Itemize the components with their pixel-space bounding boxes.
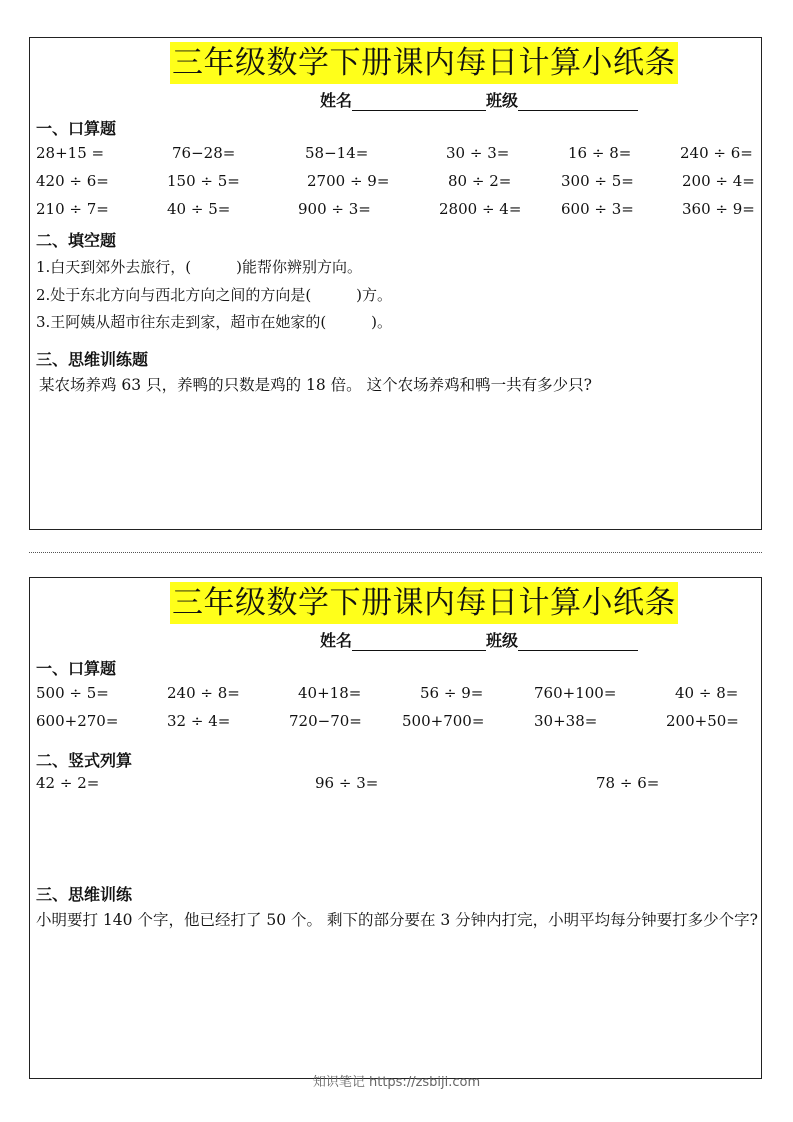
calc-item: 40 ÷ 5= [167, 200, 231, 218]
card1-section-thinking: 三、思维训练题 [36, 350, 149, 369]
card1-calc-row [30, 200, 761, 222]
card2-calc-row [30, 712, 761, 734]
calc-item: 28+15 = [36, 144, 105, 162]
calc-item: 720−70= [289, 712, 362, 730]
card1-section-oral-calc: 一、口算题 [36, 119, 117, 138]
card1-calc-row [30, 144, 761, 166]
card1-calc-row [30, 172, 761, 194]
calc-item: 76−28= [172, 144, 236, 162]
calc-item: 600 ÷ 3= [561, 200, 634, 218]
calc-item: 40 ÷ 8= [675, 684, 739, 702]
calc-item: 200+50= [666, 712, 739, 730]
name-label: 姓名 [320, 631, 353, 650]
calc-item: 2700 ÷ 9= [307, 172, 390, 190]
calc-item: 360 ÷ 9= [682, 200, 755, 218]
calc-item: 240 ÷ 6= [680, 144, 753, 162]
card2-vertical-row [30, 774, 761, 796]
footer-watermark: 知识笔记 https://zsbiji.com [312, 1075, 481, 1090]
class-blank[interactable] [518, 90, 638, 111]
card2-section-thinking: 三、思维训练 [36, 885, 133, 904]
fill-blank-question: 1.白天到郊外去旅行，( )能帮你辨别方向。 [36, 258, 363, 276]
calc-item: 200 ÷ 4= [682, 172, 755, 190]
vertical-calc-item: 78 ÷ 6= [596, 774, 660, 792]
calc-item: 760+100= [534, 684, 617, 702]
worksheet-card-1 [29, 37, 762, 530]
calc-item: 300 ÷ 5= [561, 172, 634, 190]
calc-item: 80 ÷ 2= [448, 172, 512, 190]
cut-line-divider [29, 552, 762, 553]
class-blank[interactable] [518, 630, 638, 651]
calc-item: 600+270= [36, 712, 119, 730]
calc-item: 240 ÷ 8= [167, 684, 240, 702]
calc-item: 500 ÷ 5= [36, 684, 109, 702]
worksheet-card-2 [29, 577, 762, 1079]
card1-name-class-row [320, 88, 638, 112]
card2-section-vertical-calc: 二、竖式列算 [36, 751, 133, 770]
card1-section-fill-blank: 二、填空题 [36, 231, 117, 250]
calc-item: 30+38= [534, 712, 598, 730]
calc-item: 40+18= [298, 684, 362, 702]
card2-section-oral-calc: 一、口算题 [36, 659, 117, 678]
calc-item: 58−14= [305, 144, 369, 162]
card1-word-problem: 某农场养鸡 63 只，养鸭的只数是鸡的 18 倍。 这个农场养鸡和鸭一共有多少只? [39, 376, 592, 394]
card2-calc-row [30, 684, 761, 706]
fill-blank-question: 2.处于东北方向与西北方向之间的方向是( )方。 [36, 286, 393, 304]
class-label: 班级 [486, 631, 519, 650]
calc-item: 420 ÷ 6= [36, 172, 109, 190]
vertical-calc-item: 96 ÷ 3= [315, 774, 379, 792]
calc-item: 56 ÷ 9= [420, 684, 484, 702]
vertical-calc-item: 42 ÷ 2= [36, 774, 100, 792]
calc-item: 2800 ÷ 4= [439, 200, 522, 218]
card2-title: 三年级数学下册课内每日计算小纸条 [170, 582, 678, 624]
calc-item: 500+700= [402, 712, 485, 730]
name-label: 姓名 [320, 91, 353, 110]
card2-word-problem: 小明要打 140 个字，他已经打了 50 个。 剩下的部分要在 3 分钟内打完，小明平均每分钟要打多少个字? [36, 911, 758, 929]
card2-name-class-row [320, 628, 638, 652]
calc-item: 900 ÷ 3= [298, 200, 371, 218]
class-label: 班级 [486, 91, 519, 110]
calc-item: 32 ÷ 4= [167, 712, 231, 730]
calc-item: 30 ÷ 3= [446, 144, 510, 162]
name-blank[interactable] [352, 630, 486, 651]
calc-item: 16 ÷ 8= [568, 144, 632, 162]
card1-title: 三年级数学下册课内每日计算小纸条 [170, 42, 678, 84]
calc-item: 150 ÷ 5= [167, 172, 240, 190]
calc-item: 210 ÷ 7= [36, 200, 109, 218]
name-blank[interactable] [352, 90, 486, 111]
fill-blank-question: 3.王阿姨从超市往东走到家，超市在她家的( )。 [36, 313, 393, 331]
